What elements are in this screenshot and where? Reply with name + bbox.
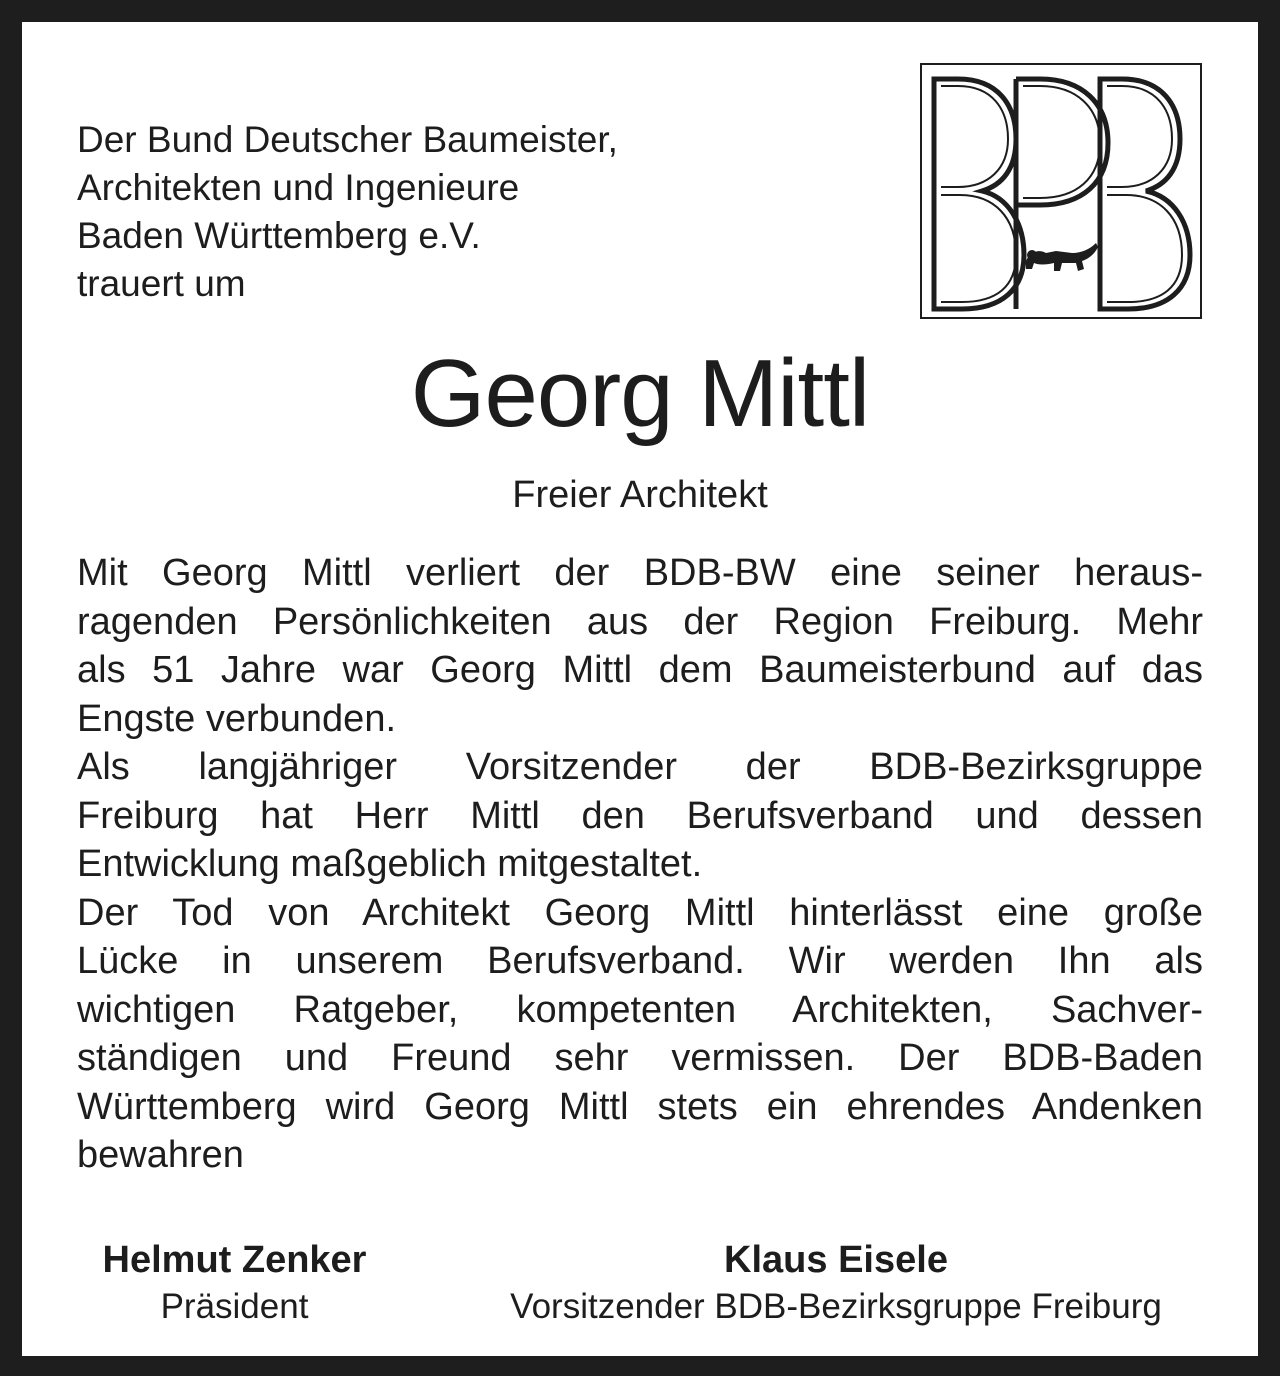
body-line: als 51 Jahre war Georg Mittl dem Baumeisterbund auf das [77, 649, 1203, 691]
body-line: Freiburg hat Herr Mittl den Berufsverband und dessen [77, 794, 1203, 837]
body-line: ragenden Persönlichkeiten aus der Region Freiburg. Mehr [77, 600, 1203, 643]
signature-role: Vorsitzender BDB-Bezirksgruppe Freiburg [510, 1287, 1162, 1326]
bdb-logo [920, 63, 1202, 319]
signature-name: Helmut Zenker [102, 1239, 367, 1281]
intro-line: trauert um [77, 263, 246, 304]
obituary-body-text [77, 549, 1203, 1180]
body-line: wichtigen Ratgeber, kompetenten Architekten, Sachver- [77, 988, 1203, 1031]
obituary-notice [22, 22, 1258, 1356]
lion-icon [1026, 243, 1098, 271]
body-line: Entwicklung maßgeblich mitgestaltet. [77, 843, 703, 885]
signature-chairman [452, 1235, 1220, 1329]
deceased-profession: Freier Architekt [512, 474, 768, 516]
signature-president [62, 1235, 407, 1329]
signature-name: Klaus Eisele [724, 1239, 948, 1281]
body-line: Der Tod von Architekt Georg Mittl hinterlässt eine große [77, 891, 1203, 934]
intro-text [77, 116, 618, 308]
deceased-name: Georg Mittl [410, 340, 870, 447]
logo-letter-d [1016, 79, 1108, 205]
body-line: bewahren [77, 1134, 244, 1176]
body-line: Mit Georg Mittl verliert der BDB-BW eine seiner heraus- [77, 552, 1203, 594]
body-line: Lücke in unserem Berufsverband. Wir werden Ihn als [77, 940, 1203, 982]
body-line: Württemberg wird Georg Mittl stets ein ehrendes Andenken [77, 1085, 1203, 1128]
bdb-logo-mark [922, 65, 1200, 317]
body-line: ständigen und Freund sehr vermissen. Der BDB-Baden [77, 1037, 1203, 1079]
body-line: Als langjähriger Vorsitzender der BDB-Bezirksgruppe [77, 746, 1203, 788]
body-line: Engste verbunden. [77, 697, 397, 740]
intro-line: Der Bund Deutscher Baumeister, [77, 119, 618, 160]
intro-line: Baden Württemberg e.V. [77, 215, 481, 256]
signature-role: Präsident [160, 1287, 309, 1326]
intro-line: Architekten und Ingenieure [77, 167, 520, 208]
